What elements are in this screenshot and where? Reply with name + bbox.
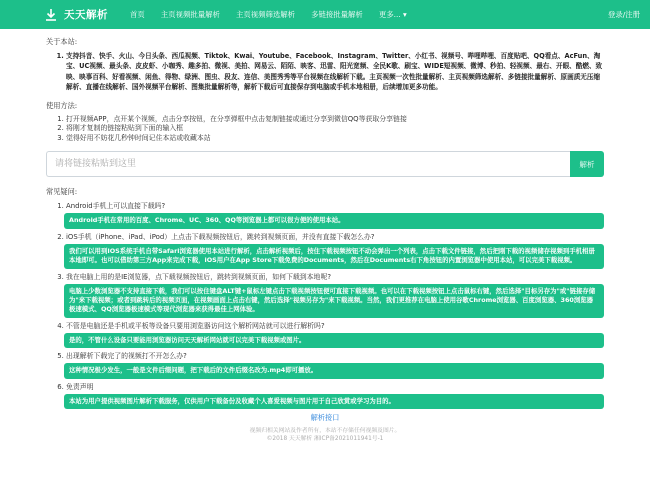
nav-more-dropdown[interactable]: 更多... ▾ — [378, 10, 407, 19]
main-content — [0, 29, 650, 443]
faq-question: 1. Android手机上可以直接下载吗? — [66, 202, 166, 211]
faq-question: 4. 不管是电脑还是手机或平板等设备只要用浏览器访问这个解析网站就可以进行解析吗? — [66, 321, 325, 330]
faq-answer: 我们可以用到IOS系统手机自带Safari浏览器使用本站进行解析，点击解析视频后，按住下载视频按钮不动会弹出一个列表，点击下载文件链接，然后把刚下载的视频储存视频到手机相册本地即可。也可以借助第三方App来完成下载，iOS用户在App Store下载免费的Documents，然后在Documents右下角按钮的内置浏览器中使用本站，可以完美下载视频。 — [64, 244, 604, 269]
faq-answer: Android手机在常用的百度、Chrome、UC、360、QQ等浏览器上都可以很方便的使用本站。 — [64, 213, 604, 228]
faq-item — [66, 272, 604, 318]
about-list — [66, 51, 604, 93]
footer — [46, 413, 604, 443]
usage-item: 3. 觉得好用不妨花几秒钟时间记住本站或收藏本站 — [66, 134, 604, 144]
usage-title: 使用方法: — [46, 100, 78, 110]
download-icon — [44, 8, 58, 22]
faq-list — [66, 201, 604, 409]
nav-homepage-batch[interactable]: 主页视频批量解析 — [160, 10, 220, 19]
copyright-note: ©2018 天天解析 湘ICP备2021011941号-1 — [266, 436, 384, 443]
brand-name: 天天解析 — [64, 9, 108, 21]
nav-home[interactable]: 首页 — [130, 10, 145, 19]
top-navbar — [0, 0, 650, 29]
faq-item — [66, 232, 604, 269]
faq-answer: 电脑上少数浏览器不支持直接下载，我们可以按住键盘ALT键+鼠标左键点击下载视频按钮便可直接下载视频。也可以在下载视频按钮上点击鼠标右键，然后选择"目标另存为"或"链接存储为"来下载视频；或者到跳转后的视频页面，在视频画面上点击右键，然后选择"视频另存为"来下载视频。当然，我们更推荐在电脑上使用谷歌Chrome浏览器、百度浏览器、360浏览器极速模式、QQ浏览器极速模式等现代浏览器来获得最佳上网体验。 — [64, 284, 604, 318]
faq-question: 5. 出现解析下载完了的视频打不开怎么办? — [66, 352, 187, 361]
api-link[interactable]: 解析接口 — [310, 413, 340, 423]
faq-answer: 本站为用户提供视频图片解析下载服务，仅供用户下载备份及收藏个人喜爱视频与图片用于自己欣赏或学习为目的。 — [64, 394, 604, 409]
search-bar — [46, 151, 604, 177]
faq-item — [66, 351, 604, 378]
faq-item — [66, 321, 604, 348]
login-register-link[interactable]: 登录/注册 — [607, 10, 640, 19]
parse-button[interactable]: 解析 — [570, 151, 604, 177]
brand[interactable] — [44, 7, 108, 22]
faq-item — [66, 201, 604, 228]
faq-answer: 这种情况极少发生，一般是文件后缀问题，把下载后的文件后缀名改为.mp4即可播放。 — [64, 363, 604, 378]
faq-answer: 是的，不管什么设备只要能用浏览器访问天天解析网站就可以完美下载视频或图片。 — [64, 333, 604, 348]
nav-multi-link[interactable]: 多链接批量解析 — [311, 10, 363, 19]
faq-question: 3. 我在电脑上用的是IE浏览器，点下载视频按钮后，跳转到视频页面，如何下载到本地呢? — [66, 272, 331, 281]
nav-homepage-filter[interactable]: 主页视频筛选解析 — [235, 10, 296, 19]
usage-item: 1. 打开视频APP，点开某个视频，点击分享按钮，在分享弹框中点击复制链接或通过分享到微信QQ等获取分享链接 — [66, 115, 604, 125]
about-item: 1. 支持抖音、快手、火山、今日头条、西瓜视频、Tiktok、Kwai、Youtube、Facebook、Instagram、Twitter、小红书、视频号、哔哩哔哩、百度贴吧、QQ看点、AcFun、淘宝、UC视频、最头条、皮皮虾、小咖秀、趣多拍、微视、美拍、网易云、陌陌、映客、迅雷、阳光宽频、全民K歌、刷宝、WIDE短视频、微博、秒拍、轻视频、最右、开眼、酷燃、致映、映事百科、好看视频、闲鱼、得物、绿洲、图虫、段友、连信、美图秀秀等平台视频在线解析下载。主页视频一次性批量解析、主页视频筛选解析、多链接批量解析、原画质无压缩解析、直播在线解析、国外视频平台解析、图集批量解析等，解析下载后可直接保存到电脑或手机本地相册，后续增加更多功能。 — [66, 51, 604, 93]
faq-question: 6. 免责声明 — [66, 382, 94, 391]
usage-item: 2. 将刚才复制的链接粘贴到下面的输入框 — [66, 124, 604, 134]
faq-title: 常见疑问: — [46, 187, 78, 197]
faq-item — [66, 382, 604, 409]
about-title: 关于本站: — [46, 37, 78, 46]
faq-question: 2. iOS手机（iPhone、iPad、iPod）上点击下载视频按钮后，跳转到视频页面，并没有直接下载怎么办? — [66, 232, 375, 241]
disclaimer-note: 视频归相关网站及作者所有，本站不存储任何视频及图片。 — [249, 428, 401, 435]
usage-list — [66, 115, 604, 144]
link-input[interactable] — [46, 151, 570, 177]
